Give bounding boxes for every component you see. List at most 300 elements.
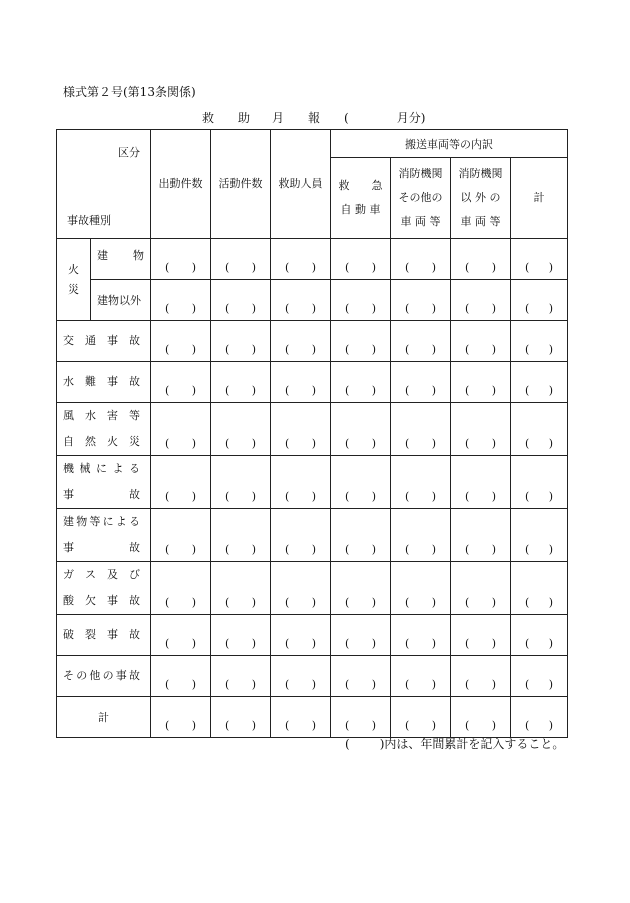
data-cell[interactable] (511, 509, 568, 562)
title-char: 救 (202, 111, 215, 125)
paren-open: ( (225, 637, 230, 650)
table-row (57, 321, 568, 362)
label-char: 事 (107, 628, 118, 641)
data-cell[interactable] (151, 403, 211, 456)
table-row (57, 615, 568, 656)
paren-close: ) (491, 678, 496, 691)
paren-open: ( (165, 637, 170, 650)
data-cell[interactable] (451, 321, 511, 362)
paren-open: ( (165, 343, 170, 356)
paren-close: ) (191, 490, 196, 503)
data-cell[interactable] (511, 403, 568, 456)
label-char: 交 (63, 334, 74, 347)
row-label-gas (57, 562, 151, 615)
fire-char: 火 (68, 262, 79, 276)
row-label-natural-disaster (57, 403, 151, 456)
label-char: 水 (63, 375, 74, 388)
paren-open: ( (225, 490, 230, 503)
paren-close: ) (251, 384, 256, 397)
data-cell[interactable] (271, 239, 331, 280)
data-cell[interactable] (391, 239, 451, 280)
data-cell[interactable] (331, 403, 391, 456)
label-char: 建 (63, 515, 74, 528)
paren-open: ( (345, 637, 350, 650)
table-row (57, 562, 568, 615)
data-cell[interactable] (211, 656, 271, 697)
data-cell[interactable] (391, 321, 451, 362)
paren-close: ) (251, 302, 256, 315)
label-char: 物 (133, 249, 144, 262)
paren-open: ( (345, 302, 350, 315)
col-ambulance-line: 自 動 車 (340, 203, 381, 216)
paren-close: ) (191, 261, 196, 274)
label-char: 等 (89, 515, 101, 528)
table-row (57, 697, 568, 738)
paren-open: ( (525, 719, 530, 732)
paren-open: ( (465, 490, 470, 503)
paren-close: ) (191, 719, 196, 732)
col-fire-other-line: 車 両 等 (400, 215, 441, 228)
paren-open: ( (465, 678, 470, 691)
paren-open: ( (285, 384, 290, 397)
label-char: ガ (63, 568, 74, 581)
col-ambulance (331, 158, 391, 239)
paren-close: ) (491, 302, 496, 315)
paren-close: ) (491, 384, 496, 397)
data-cell[interactable] (391, 615, 451, 656)
col-activity-count: 活動件数 (211, 130, 271, 239)
paren-open: ( (225, 719, 230, 732)
label-char: 酸 (63, 594, 74, 607)
label-char: 及 (107, 568, 118, 581)
table-row (57, 656, 568, 697)
paren-open: ( (465, 343, 470, 356)
data-cell[interactable] (511, 562, 568, 615)
data-cell[interactable] (151, 509, 211, 562)
accident-type-label: 事故種別 (67, 214, 111, 227)
paren-open: ( (525, 678, 530, 691)
data-cell[interactable] (451, 656, 511, 697)
footnote-paren-open: ( (345, 737, 350, 751)
fire-group-label (57, 239, 91, 321)
data-cell[interactable] (511, 456, 568, 509)
label-char: に (102, 515, 114, 528)
paren-close: ) (431, 678, 436, 691)
paren-open: ( (345, 261, 350, 274)
col-non-fire-vehicles (451, 158, 511, 239)
paren-open: ( (465, 719, 470, 732)
paren-open: ( (525, 490, 530, 503)
data-cell[interactable] (511, 280, 568, 321)
label-char: る (129, 462, 140, 475)
paren-open: ( (225, 437, 230, 450)
paren-open: ( (525, 637, 530, 650)
paren-close: ) (371, 437, 376, 450)
paren-close: ) (431, 637, 436, 650)
paren-close: ) (371, 490, 376, 503)
label-char: の (76, 669, 88, 682)
paren-open: ( (165, 302, 170, 315)
paren-open: ( (225, 302, 230, 315)
data-cell[interactable] (151, 362, 211, 403)
label-char: 水 (85, 409, 96, 422)
paren-open: ( (405, 490, 410, 503)
paren-close: ) (431, 384, 436, 397)
row-label-water (57, 362, 151, 403)
data-cell[interactable] (211, 509, 271, 562)
paren-close: ) (548, 543, 553, 556)
data-cell[interactable] (391, 656, 451, 697)
paren-open: ( (405, 543, 410, 556)
paren-close: ) (431, 490, 436, 503)
data-cell[interactable] (391, 280, 451, 321)
report-title (202, 109, 425, 126)
paren-close: ) (548, 261, 553, 274)
paren-open: ( (465, 596, 470, 609)
paren-open: ( (345, 384, 350, 397)
kubun-label: 区分 (118, 146, 140, 159)
paren-open: ( (405, 261, 410, 274)
data-cell[interactable] (211, 562, 271, 615)
paren-close: ) (548, 384, 553, 397)
table-row (57, 362, 568, 403)
paren-close: ) (251, 719, 256, 732)
label-char: 等 (129, 409, 140, 422)
row-label-building-accident (57, 509, 151, 562)
title-char: 月 (272, 111, 285, 125)
data-cell[interactable] (151, 615, 211, 656)
paren-open: ( (165, 384, 170, 397)
label-char: 火 (107, 435, 118, 448)
paren-close: ) (191, 596, 196, 609)
label-char: に (96, 462, 107, 475)
paren-close: ) (371, 637, 376, 650)
paren-open: ( (345, 543, 350, 556)
paren-open: ( (165, 719, 170, 732)
data-cell[interactable] (511, 697, 568, 738)
data-cell[interactable] (331, 362, 391, 403)
label-char: 難 (85, 375, 96, 388)
title-char: 報 (308, 111, 321, 125)
label-char: 物 (76, 515, 88, 528)
paren-open: ( (525, 302, 530, 315)
data-cell[interactable] (511, 239, 568, 280)
paren-open: ( (165, 437, 170, 450)
paren-close: ) (311, 719, 316, 732)
paren-open: ( (345, 490, 350, 503)
label-char: 故 (129, 375, 140, 388)
paren-open: ( (165, 543, 170, 556)
data-cell[interactable] (151, 562, 211, 615)
paren-close: ) (311, 596, 316, 609)
data-cell[interactable] (331, 697, 391, 738)
data-cell[interactable] (451, 509, 511, 562)
paren-close: ) (191, 302, 196, 315)
paren-open: ( (405, 596, 410, 609)
paren-open: ( (285, 543, 290, 556)
label-char: 欠 (85, 594, 96, 607)
label-char: 故 (129, 628, 140, 641)
paren-close: ) (491, 490, 496, 503)
data-cell[interactable] (391, 362, 451, 403)
paren-close: ) (431, 596, 436, 609)
label-char: 自 (63, 435, 74, 448)
paren-open: ( (465, 384, 470, 397)
paren-close: ) (251, 490, 256, 503)
data-cell[interactable] (451, 615, 511, 656)
paren-open: ( (465, 261, 470, 274)
col-dispatch-count: 出動件数 (151, 130, 211, 239)
paren-close: ) (491, 719, 496, 732)
label-char: 風 (63, 409, 74, 422)
paren-close: ) (491, 343, 496, 356)
data-cell[interactable] (511, 656, 568, 697)
data-cell[interactable] (211, 239, 271, 280)
data-cell[interactable] (211, 403, 271, 456)
paren-open: ( (345, 678, 350, 691)
label-char: 災 (129, 435, 140, 448)
label-char: 故 (129, 488, 140, 501)
paren-open: ( (285, 261, 290, 274)
label-char: 害 (107, 409, 118, 422)
col-transport-group: 搬送車両等の内訳 (331, 130, 568, 158)
table-row (57, 403, 568, 456)
data-cell[interactable] (211, 362, 271, 403)
paren-close: ) (431, 719, 436, 732)
paren-open: ( (285, 343, 290, 356)
paren-open: ( (225, 596, 230, 609)
paren-open: ( (345, 719, 350, 732)
footnote (345, 735, 564, 752)
paren-open: ( (525, 437, 530, 450)
data-cell[interactable] (331, 239, 391, 280)
paren-close: ) (371, 719, 376, 732)
paren-close: ) (251, 343, 256, 356)
data-cell[interactable] (151, 697, 211, 738)
paren-open: ( (165, 261, 170, 274)
paren-close: ) (191, 678, 196, 691)
label-char: 故 (129, 541, 140, 554)
data-cell[interactable] (331, 280, 391, 321)
col-fire-other-line: その他の (398, 191, 443, 204)
data-cell[interactable] (511, 615, 568, 656)
paren-close: ) (548, 719, 553, 732)
data-cell[interactable] (331, 615, 391, 656)
label-char: 事 (63, 541, 74, 554)
data-cell[interactable] (211, 321, 271, 362)
row-label-rupture (57, 615, 151, 656)
paren-open: ( (525, 543, 530, 556)
paren-open: ( (405, 678, 410, 691)
paren-close: ) (548, 437, 553, 450)
data-cell[interactable] (151, 239, 211, 280)
paren-open: ( (225, 384, 230, 397)
paren-close: ) (191, 437, 196, 450)
label-char: 事 (107, 594, 118, 607)
label-char: 事 (107, 375, 118, 388)
paren-close: ) (548, 490, 553, 503)
paren-close: ) (191, 637, 196, 650)
data-cell[interactable] (451, 362, 511, 403)
data-cell[interactable] (391, 509, 451, 562)
paren-open: ( (285, 490, 290, 503)
paren-open: ( (405, 637, 410, 650)
data-cell[interactable] (331, 562, 391, 615)
paren-close: ) (548, 302, 553, 315)
footnote-text: 内は、年間累計を記入すること。 (384, 737, 565, 751)
paren-open: ( (285, 719, 290, 732)
data-cell[interactable] (331, 321, 391, 362)
data-cell[interactable] (211, 456, 271, 509)
paren-close: ) (191, 343, 196, 356)
paren-open: ( (165, 678, 170, 691)
data-cell[interactable] (451, 697, 511, 738)
label-char: 他 (89, 669, 101, 682)
paren-open: ( (525, 596, 530, 609)
paren-open: ( (405, 384, 410, 397)
table-row (57, 509, 568, 562)
row-label-non-building: 建物以外 (91, 280, 151, 321)
label-char: 故 (129, 334, 140, 347)
data-cell[interactable] (271, 656, 331, 697)
paren-close: ) (548, 637, 553, 650)
paren-open: ( (345, 343, 350, 356)
label-char: 事 (63, 488, 74, 501)
data-cell[interactable] (451, 239, 511, 280)
paren-open: ( (165, 490, 170, 503)
paren-close: ) (311, 678, 316, 691)
data-cell[interactable] (331, 656, 391, 697)
paren-open: ( (285, 637, 290, 650)
paren-close: ) (251, 543, 256, 556)
paren-close: ) (311, 302, 316, 315)
title-month-unit: 月分) (396, 111, 426, 125)
data-cell[interactable] (331, 509, 391, 562)
data-cell[interactable] (211, 280, 271, 321)
row-label-traffic (57, 321, 151, 362)
paren-close: ) (491, 437, 496, 450)
row-label-machinery (57, 456, 151, 509)
paren-close: ) (311, 261, 316, 274)
paren-close: ) (191, 543, 196, 556)
data-cell[interactable] (391, 456, 451, 509)
paren-open: ( (165, 596, 170, 609)
data-cell[interactable] (271, 697, 331, 738)
paren-close: ) (548, 678, 553, 691)
data-cell[interactable] (271, 321, 331, 362)
data-cell[interactable] (451, 456, 511, 509)
table-row (57, 456, 568, 509)
paren-close: ) (548, 343, 553, 356)
paren-close: ) (371, 596, 376, 609)
table-row (57, 280, 568, 321)
col-non-fire-line: 消防機関 (458, 167, 503, 180)
data-cell[interactable] (451, 403, 511, 456)
data-cell[interactable] (151, 656, 211, 697)
data-cell[interactable] (331, 456, 391, 509)
data-cell[interactable] (511, 321, 568, 362)
paren-open: ( (285, 437, 290, 450)
paren-close: ) (431, 261, 436, 274)
paren-close: ) (251, 637, 256, 650)
paren-close: ) (311, 384, 316, 397)
paren-close: ) (548, 596, 553, 609)
paren-open: ( (285, 678, 290, 691)
label-char: 故 (129, 594, 140, 607)
data-cell[interactable] (151, 456, 211, 509)
paren-open: ( (525, 384, 530, 397)
col-fire-other-line: 消防機関 (398, 167, 443, 180)
data-cell[interactable] (271, 280, 331, 321)
data-cell[interactable] (271, 456, 331, 509)
paren-open: ( (345, 437, 350, 450)
paren-close: ) (491, 261, 496, 274)
label-char: る (128, 515, 140, 528)
paren-close: ) (311, 637, 316, 650)
data-cell[interactable] (271, 562, 331, 615)
data-cell[interactable] (391, 403, 451, 456)
paren-close: ) (251, 437, 256, 450)
paren-close: ) (191, 384, 196, 397)
paren-close: ) (251, 678, 256, 691)
data-cell[interactable] (271, 509, 331, 562)
data-cell[interactable] (271, 403, 331, 456)
data-cell[interactable] (391, 697, 451, 738)
paren-open: ( (465, 543, 470, 556)
paren-open: ( (405, 343, 410, 356)
col-transport-total: 計 (511, 158, 568, 239)
paren-close: ) (251, 261, 256, 274)
col-non-fire-line: 車 両 等 (460, 215, 501, 228)
form-number: 様式第２号(第13条関係) (63, 85, 196, 99)
paren-close: ) (311, 437, 316, 450)
paren-close: ) (431, 437, 436, 450)
data-cell[interactable] (151, 321, 211, 362)
paren-close: ) (431, 302, 436, 315)
label-char: の (102, 669, 114, 682)
data-cell[interactable] (391, 562, 451, 615)
label-char: 事 (107, 334, 118, 347)
paren-close: ) (371, 678, 376, 691)
label-char: よ (112, 462, 124, 475)
data-cell[interactable] (211, 697, 271, 738)
data-cell[interactable] (271, 362, 331, 403)
paren-close: ) (491, 637, 496, 650)
paren-open: ( (405, 437, 410, 450)
label-char: 械 (79, 462, 91, 475)
label-char: 通 (85, 334, 96, 347)
label-char: 事 (115, 669, 127, 682)
table-row (57, 239, 568, 280)
paren-close: ) (311, 490, 316, 503)
label-char: 機 (63, 462, 74, 475)
paren-open: ( (345, 596, 350, 609)
data-cell[interactable] (271, 615, 331, 656)
paren-open: ( (465, 437, 470, 450)
row-label-building (91, 239, 151, 280)
col-ambulance-line: 救 急 (338, 179, 383, 192)
data-cell[interactable] (451, 562, 511, 615)
data-cell[interactable] (151, 280, 211, 321)
data-cell[interactable] (211, 615, 271, 656)
data-cell[interactable] (451, 280, 511, 321)
paren-open: ( (285, 596, 290, 609)
label-char: 建 (97, 249, 108, 262)
title-paren-open: ( (344, 111, 349, 125)
paren-close: ) (371, 302, 376, 315)
data-cell[interactable] (511, 362, 568, 403)
label-char: 裂 (85, 628, 96, 641)
